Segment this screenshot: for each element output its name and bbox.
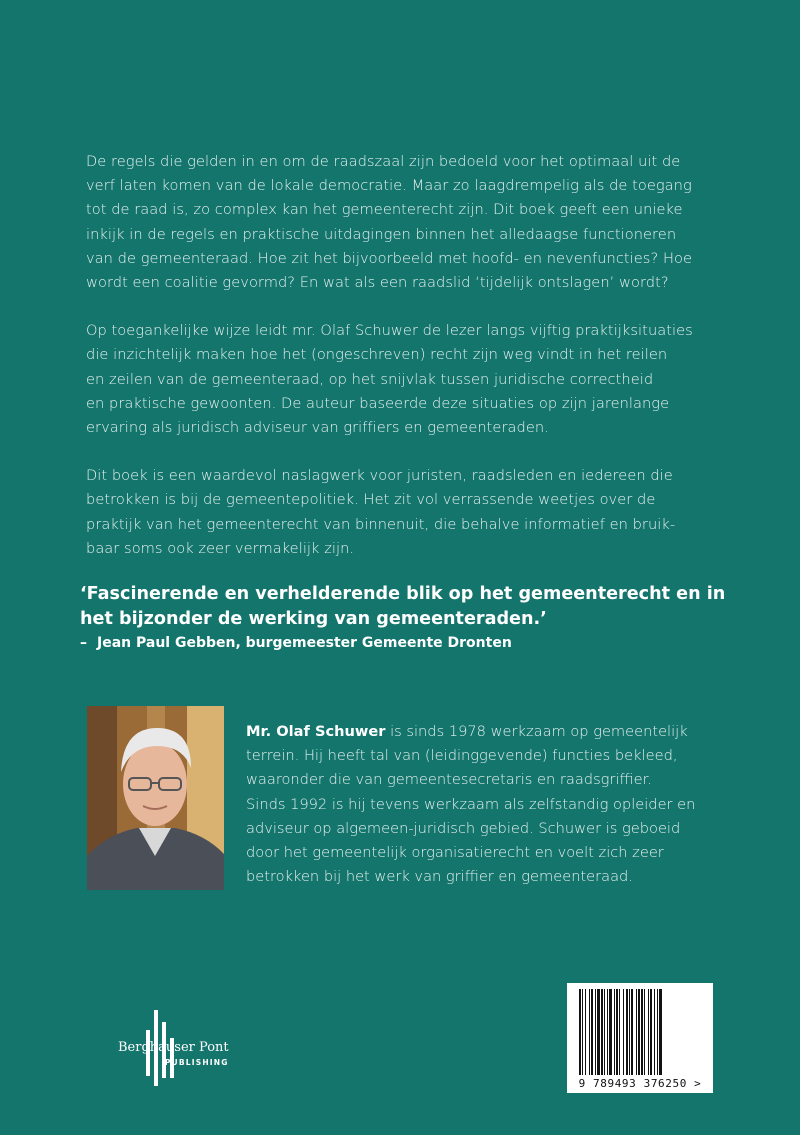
- publisher-sub: PUBLISHING: [164, 1058, 229, 1067]
- barcode-bar: [579, 989, 581, 1075]
- barcode-bar: [641, 989, 643, 1075]
- barcode-bar: [589, 989, 590, 1075]
- publisher-name: [118, 1040, 229, 1067]
- barcode-bar: [623, 989, 624, 1075]
- barcode-bar: [595, 989, 596, 1075]
- endorsement-quote: ‘Fascinerende en verhelderende blik op het gemeenterecht en in het bijzonder de werking van gemeenteraden.’: [80, 584, 726, 629]
- barcode-bar: [657, 989, 658, 1075]
- barcode-bar: [631, 989, 633, 1075]
- barcode-bars-icon: [577, 989, 703, 1075]
- author-portrait-illustration: [87, 706, 224, 890]
- barcode-bar: [648, 989, 649, 1075]
- barcode-bar: [607, 989, 608, 1075]
- barcode-bar: [609, 989, 612, 1075]
- author-bio-text: is sinds 1978 werkzaam op gemeentelijk terrein. Hij heeft tal van (leidinggevende) functies bekleed, waaronder die van gemeentesecretaris en raadsgriffier. Sinds 1992 is hij tevens werkzaam als zelfstandig opleider en adviseur op algemeen-juridisch gebied. Schuwer is geboeid door het gemeentelijk organisatierecht en voelt zich zeer betrokken bij het werk van griffier en gemeenteraad.: [246, 723, 696, 886]
- blurb-paragraph-3: Dit boek is een waardevol naslagwerk voor juristen, raadsleden en iedereen die betrokken is bij de gemeentepolitiek. Het zit vol verrassende weetjes over de praktijk van het gemeenterecht van binnenuit, die behalve informatief en bruik- baar soms ook zeer vermakelijk zijn.: [86, 467, 676, 557]
- barcode-bar: [636, 989, 637, 1075]
- barcode-bar: [638, 989, 640, 1075]
- barcode-bar: [644, 989, 645, 1075]
- blurb-paragraph-2: Op toegankelijke wijze leidt mr. Olaf Schuwer de lezer langs vijftig praktijksituaties die inzichtelijk maken hoe het (ongeschreven) recht zijn weg vindt in het reilen en zeilen van de gemeenteraad, op het snijvlak tussen juridische correctheid en praktische gewoonten. De auteur baseerde deze situaties op zijn jarenlange ervaring als juridisch adviseur van griffiers en gemeenteraden.: [86, 322, 693, 437]
- barcode-bar: [616, 989, 618, 1075]
- barcode-bar: [585, 989, 586, 1075]
- barcode-bar: [614, 989, 615, 1075]
- quote-attribution: [80, 635, 512, 651]
- barcode-bar: [601, 989, 603, 1075]
- barcode-bar: [604, 989, 605, 1075]
- author-photo: [87, 706, 224, 890]
- barcode-bar: [650, 989, 652, 1075]
- isbn-number: 9 789493 376250 >: [578, 1077, 702, 1090]
- barcode-bar: [629, 989, 630, 1075]
- barcode-bar: [597, 989, 600, 1075]
- publisher-brand: Berghauser Pont: [118, 1040, 229, 1055]
- attribution-text: Jean Paul Gebben, burgemeester Gemeente Dronten: [97, 635, 512, 651]
- blurb-paragraph-1: De regels die gelden in en om de raadszaal zijn bedoeld voor het optimaal uit de verf laten komen van de lokale democratie. Maar zo laagdrempelig als de toegang tot de raad is, zo complex kan het gemeenterecht zijn. Dit boek geeft een unieke inkijk in de regels en praktische uitdagingen binnen het alledaagse functioneren van de gemeenteraad. Hoe zit het bijvoorbeeld met hoofd- en nevenfuncties? Hoe wordt een coalitie gevormd? En wat als een raadslid ‘tijdelijk ontslagen’ wordt?: [86, 153, 692, 292]
- barcode-bar: [582, 989, 583, 1075]
- author-bio: [246, 720, 726, 889]
- barcode-bar: [659, 989, 662, 1075]
- author-name: Mr. Olaf Schuwer: [246, 723, 386, 740]
- blurb: [86, 150, 726, 585]
- barcode-bar: [654, 989, 655, 1075]
- barcode-bar: [619, 989, 620, 1075]
- barcode-bar: [626, 989, 628, 1075]
- attribution-dash: –: [80, 635, 87, 651]
- isbn-barcode: [567, 983, 713, 1093]
- barcode-bar: [591, 989, 593, 1075]
